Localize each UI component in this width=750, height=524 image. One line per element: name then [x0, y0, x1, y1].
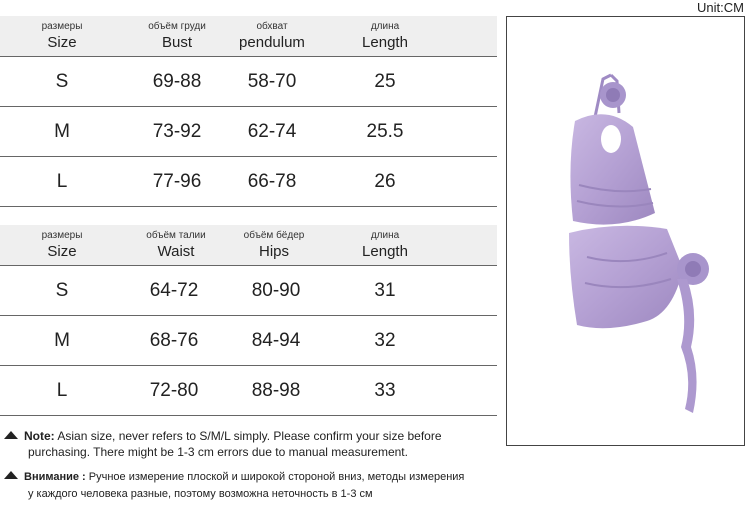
header-ru: длина — [370, 21, 400, 32]
note-line1: Ручное измерение плоской и широкой стороной вниз, методы измерения — [88, 471, 465, 483]
cell-size: S — [55, 280, 69, 301]
header-waist — [128, 229, 224, 261]
cell-size: M — [54, 121, 70, 142]
cell-pendulum: 58-70 — [247, 71, 297, 92]
header-en: Bust — [161, 34, 192, 51]
cell-waist: 72-80 — [149, 380, 199, 401]
cell-size: L — [56, 171, 68, 192]
table-row — [0, 366, 497, 416]
triangle-bullet-icon — [4, 431, 18, 439]
header-length — [345, 20, 425, 52]
cell-size: M — [54, 330, 70, 351]
cell-length: 25.5 — [366, 121, 404, 142]
note-line2: purchasing. There might be 1-3 cm errors due to manual measurement. — [28, 445, 408, 459]
table-header — [0, 16, 497, 56]
product-photo — [506, 16, 745, 446]
header-size — [22, 229, 102, 261]
cell-pendulum: 62-74 — [247, 121, 297, 142]
cell-pendulum: 66-78 — [247, 171, 297, 192]
header-bust — [137, 20, 217, 52]
cell-waist: 64-72 — [149, 280, 199, 301]
table-row — [0, 157, 497, 207]
cell-bust: 69-88 — [152, 71, 202, 92]
header-en: Length — [362, 243, 408, 260]
table-row — [0, 316, 497, 366]
table-header — [0, 225, 497, 265]
header-length — [345, 229, 425, 261]
cell-length: 31 — [374, 280, 396, 301]
note-line2: у каждого человека разные, поэтому возможна неточность в 1-3 см — [28, 488, 373, 500]
size-table-bottom — [0, 225, 497, 416]
header-en: Size — [47, 34, 77, 51]
header-ru: объём груди — [148, 21, 206, 32]
cell-length: 33 — [374, 380, 396, 401]
note-label: Note: — [24, 429, 55, 443]
garment-illustration — [507, 17, 744, 445]
header-en: Waist — [157, 243, 195, 260]
cell-bust: 77-96 — [152, 171, 202, 192]
header-ru: обхват — [256, 21, 288, 32]
cell-bust: 73-92 — [152, 121, 202, 142]
header-en: Size — [47, 243, 77, 260]
cell-hips: 84-94 — [251, 330, 301, 351]
note-russian — [4, 469, 509, 503]
cell-size: L — [56, 380, 68, 401]
header-ru: объём бёдер — [243, 230, 305, 241]
cell-hips: 88-98 — [251, 380, 301, 401]
header-ru: размеры — [41, 21, 83, 32]
header-pendulum — [232, 20, 312, 52]
cell-waist: 68-76 — [149, 330, 199, 351]
mini-skirt — [569, 226, 683, 328]
cell-size: S — [55, 71, 69, 92]
cell-length: 26 — [374, 171, 396, 192]
header-ru: длина — [370, 230, 400, 241]
header-en: pendulum — [239, 34, 305, 51]
note-line1: Asian size, never refers to S/M/L simply. Please confirm your size before — [57, 429, 442, 443]
cell-length: 32 — [374, 330, 396, 351]
table-row — [0, 56, 497, 107]
cell-length: 25 — [374, 71, 396, 92]
header-size — [22, 20, 102, 52]
header-ru: размеры — [41, 230, 83, 241]
note-english — [4, 428, 509, 460]
table-row — [0, 107, 497, 157]
header-en: Hips — [258, 243, 289, 260]
unit-label: Unit:CM — [697, 0, 744, 15]
header-hips — [226, 229, 322, 261]
cell-hips: 80-90 — [251, 280, 301, 301]
table-row — [0, 265, 497, 316]
ruffle-tie — [677, 279, 697, 413]
header-en: Length — [362, 34, 408, 51]
header-ru: объём талии — [146, 230, 206, 241]
triangle-bullet-icon — [4, 471, 18, 479]
note-label: Внимание : — [24, 471, 86, 483]
size-table-top — [0, 16, 497, 207]
